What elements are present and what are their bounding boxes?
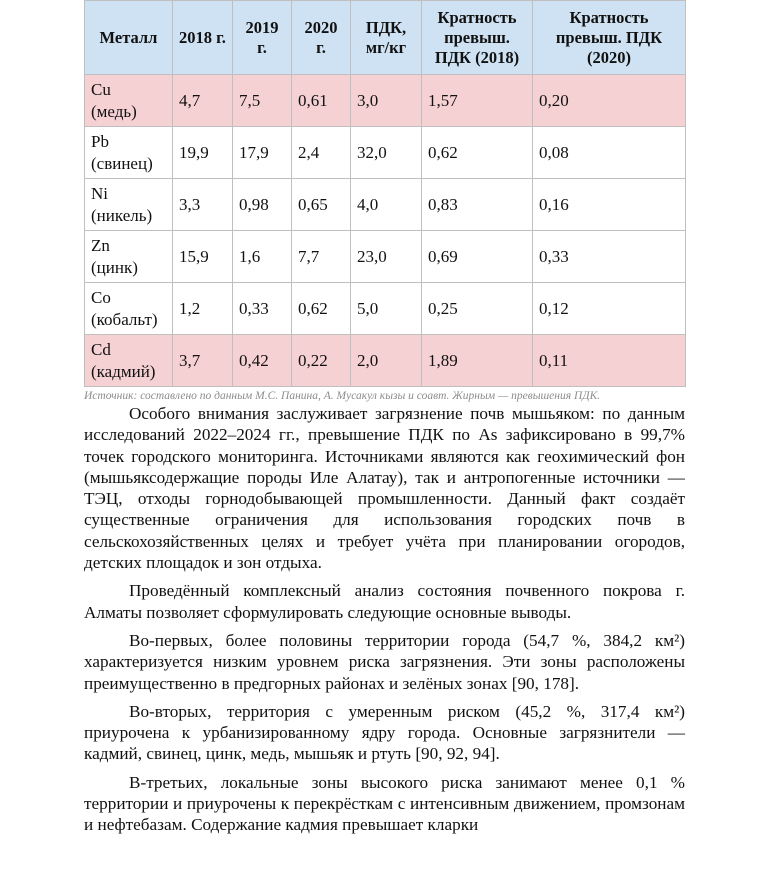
value-ratio-2020: 0,12 [533, 283, 686, 335]
metal-cell [85, 231, 173, 283]
table-row [85, 127, 686, 179]
value-ratio-2018: 1,57 [422, 75, 533, 127]
document-page [84, 0, 685, 836]
value-2018: 3,3 [173, 179, 233, 231]
table-row [85, 75, 686, 127]
value-2019: 17,9 [233, 127, 292, 179]
header-2019: 2019 г. [233, 1, 292, 75]
metal-name: (медь) [91, 101, 137, 121]
value-2018: 19,9 [173, 127, 233, 179]
value-2020: 7,7 [292, 231, 351, 283]
value-pdk: 3,0 [351, 75, 422, 127]
value-2019: 1,6 [233, 231, 292, 283]
value-ratio-2018: 1,89 [422, 335, 533, 387]
metal-name: (кобальт) [91, 309, 158, 329]
header-ratio-2018: Кратность превыш. ПДК (2018) [422, 1, 533, 75]
value-ratio-2018: 0,25 [422, 283, 533, 335]
value-2019: 0,33 [233, 283, 292, 335]
value-ratio-2018: 0,62 [422, 127, 533, 179]
paragraph-third-conclusion: В-третьих, локальные зоны высокого риска занимают менее 0,1 % территории и приурочены к перекрёсткам с интенсивным движением, промзонам и нефтебазам. Содержание кадмия превышает кларки [84, 772, 685, 835]
body-text [84, 403, 685, 836]
metal-cell [85, 335, 173, 387]
value-2020: 2,4 [292, 127, 351, 179]
value-2018: 1,2 [173, 283, 233, 335]
value-2020: 0,22 [292, 335, 351, 387]
value-2019: 0,42 [233, 335, 292, 387]
value-2018: 3,7 [173, 335, 233, 387]
metal-cell [85, 127, 173, 179]
value-2019: 0,98 [233, 179, 292, 231]
metal-symbol: Cd [91, 339, 111, 359]
value-2020: 0,62 [292, 283, 351, 335]
metal-cell [85, 179, 173, 231]
value-2018: 4,7 [173, 75, 233, 127]
table-source-caption: Источник: составлено по данным М.С. Панина, А. Мусакул кызы и соавт. Жирным — превышения ПДК. [84, 390, 601, 402]
metal-cell [85, 283, 173, 335]
value-pdk: 23,0 [351, 231, 422, 283]
paragraph-conclusions-intro: Проведённый комплексный анализ состояния почвенного покрова г. Алматы позволяет сформулировать следующие основные выводы. [84, 581, 685, 622]
value-ratio-2020: 0,11 [533, 335, 686, 387]
value-ratio-2018: 0,69 [422, 231, 533, 283]
metal-symbol: Cu [91, 79, 111, 99]
metal-name: (никель) [91, 205, 153, 225]
table-row [85, 231, 686, 283]
heavy-metals-table [84, 0, 686, 387]
value-2020: 0,61 [292, 75, 351, 127]
value-ratio-2018: 0,83 [422, 179, 533, 231]
header-metal: Металл [85, 1, 173, 75]
metal-name: (свинец) [91, 153, 153, 173]
metal-symbol: Zn [91, 235, 110, 255]
value-pdk: 5,0 [351, 283, 422, 335]
value-ratio-2020: 0,08 [533, 127, 686, 179]
value-pdk: 32,0 [351, 127, 422, 179]
header-2018: 2018 г. [173, 1, 233, 75]
value-2020: 0,65 [292, 179, 351, 231]
value-ratio-2020: 0,20 [533, 75, 686, 127]
paragraph-second-conclusion: Во-вторых, территория с умеренным риском (45,2 %, 317,4 км²) приурочена к урбанизированному ядру города. Основные загрязнители — кадмий, свинец, цинк, медь, мышьяк и ртуть [90, 92, 94]. [84, 701, 685, 764]
header-2020: 2020 г. [292, 1, 351, 75]
metal-cell [85, 75, 173, 127]
metal-symbol: Co [91, 287, 111, 307]
value-pdk: 2,0 [351, 335, 422, 387]
table-row [85, 335, 686, 387]
header-pdk: ПДК, мг/кг [351, 1, 422, 75]
value-pdk: 4,0 [351, 179, 422, 231]
header-ratio-2020: Кратность превыш. ПДК (2020) [533, 1, 686, 75]
table-row [85, 283, 686, 335]
paragraph-first-conclusion: Во-первых, более половины территории города (54,7 %, 384,2 км²) характеризуется низким уровнем риска загрязнения. Эти зоны расположены преимущественно в предгорных районах и зелёных зонах [90, 178]. [84, 630, 685, 693]
value-2018: 15,9 [173, 231, 233, 283]
metal-symbol: Ni [91, 183, 108, 203]
metal-name: (кадмий) [91, 361, 156, 381]
metal-name: (цинк) [91, 257, 138, 277]
value-ratio-2020: 0,16 [533, 179, 686, 231]
value-2019: 7,5 [233, 75, 292, 127]
table-header [85, 1, 686, 75]
table-body [85, 75, 686, 387]
paragraph-arsenic: Особого внимания заслуживает загрязнение почв мышьяком: по данным исследований 2022–2024 гг., превышение ПДК по As зафиксировано в 99,7% точек городского мониторинга. Источниками являются как геохимический фон (мышьяксодержащие породы Иле Алатау), так и антропогенные источники — ТЭЦ, отходы горнодобывающей промышленности. Данный факт создаёт существенные ограничения для использования городских почв в сельскохозяйственных целях и требует учёта при планировании огородов, детских площадок и зон отдыха. [84, 404, 685, 573]
value-ratio-2020: 0,33 [533, 231, 686, 283]
table-row [85, 179, 686, 231]
metal-symbol: Pb [91, 131, 109, 151]
